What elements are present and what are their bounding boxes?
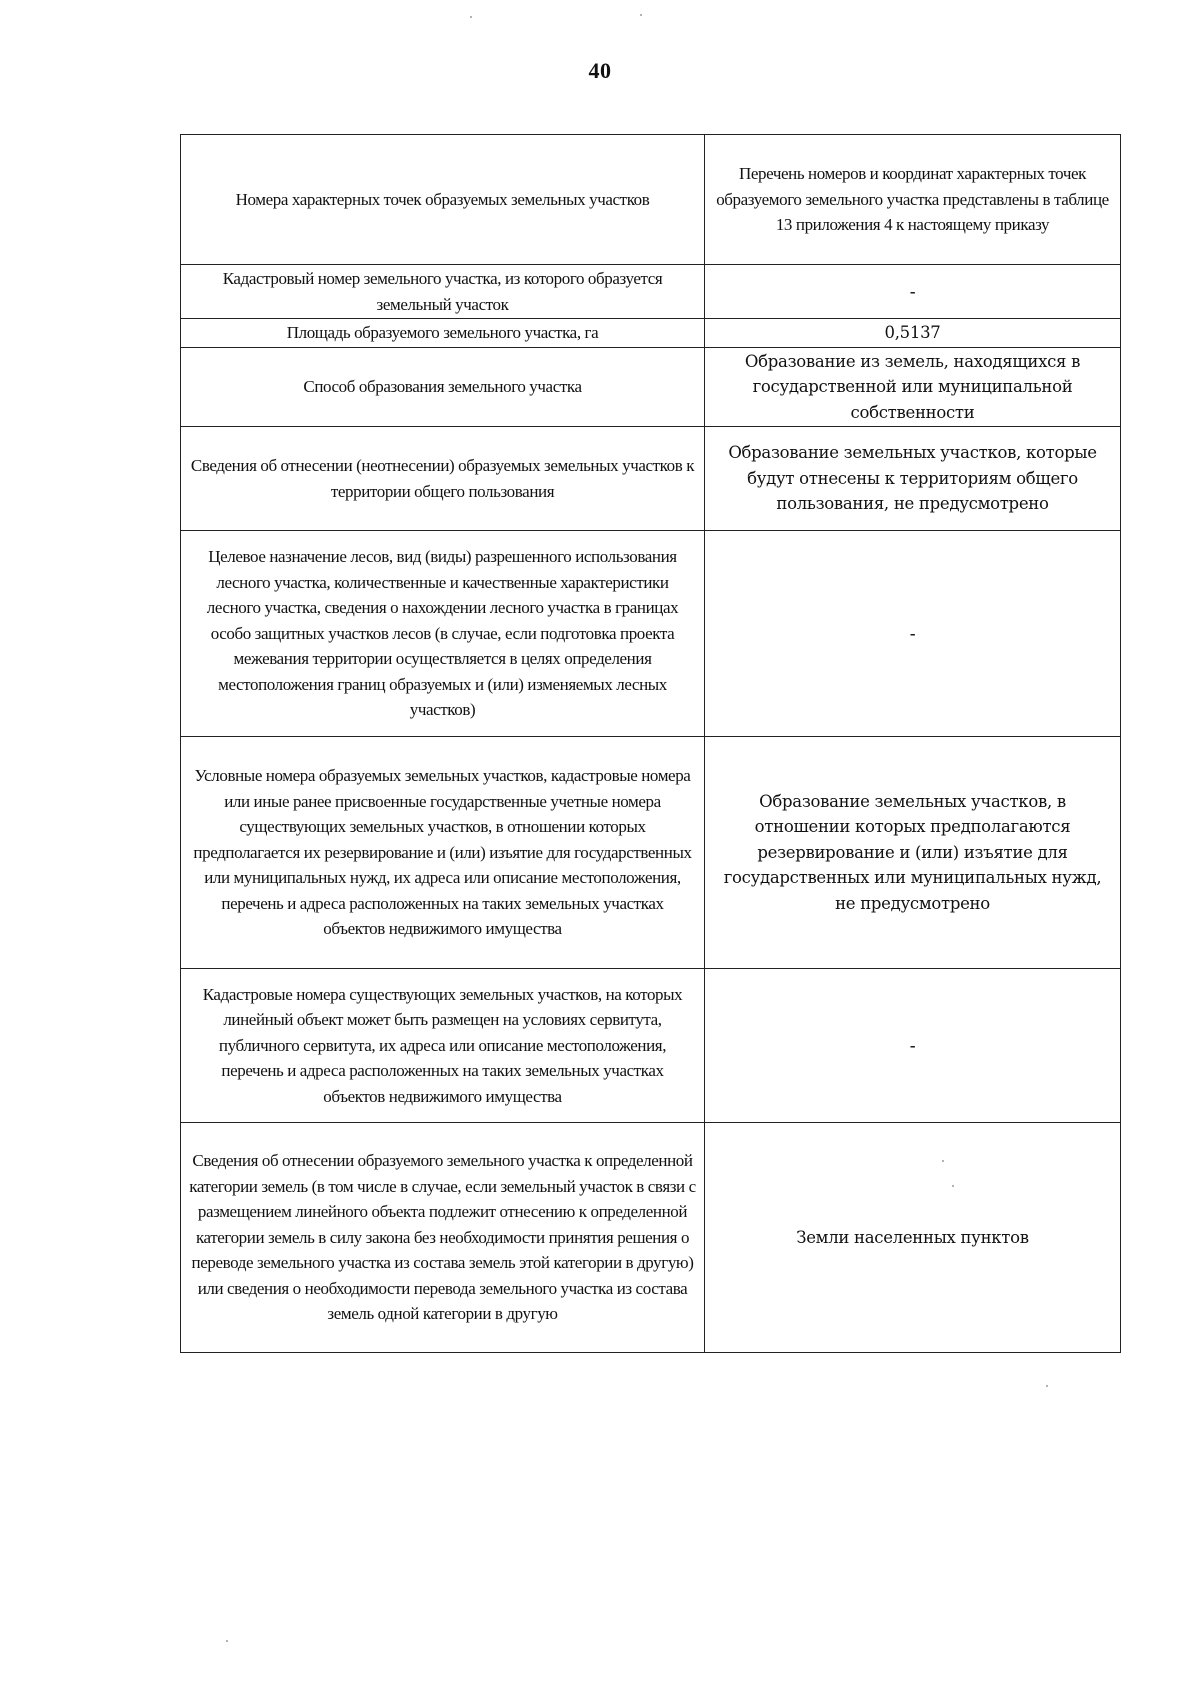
table-row <box>181 969 1121 1123</box>
row-label: Способ образования земельного участка <box>181 347 705 427</box>
row-label: Номера характерных точек образуемых земельных участков <box>181 135 705 265</box>
row-value: Образование из земель, находящихся в государственной или муниципальной собственности <box>705 347 1121 427</box>
row-value: - <box>705 969 1121 1123</box>
row-value: Образование земельных участков, которые будут отнесены к территориям общего пользования, не предусмотрено <box>705 427 1121 531</box>
table-row <box>181 265 1121 319</box>
scan-speck <box>952 1185 954 1187</box>
table-row <box>181 737 1121 969</box>
row-value: Земли населенных пунктов <box>705 1123 1121 1353</box>
table-row <box>181 319 1121 348</box>
row-label: Сведения об отнесении образуемого земельного участка к определенной категории земель (в том числе в случае, если земельный участок в связи с размещением линейного объекта подлежит отнесению к определенной категории земель в силу закона без необходимости принятия решения о переводе земельного участка из состава земель этой категории в другую) или сведения о необходимости перевода земельного участка из состава земель одной категории в другую <box>181 1123 705 1353</box>
table-row <box>181 135 1121 265</box>
table-row <box>181 531 1121 737</box>
row-label: Кадастровые номера существующих земельных участков, на которых линейный объект может быть размещен на условиях сервитута, публичного сервитута, их адреса или описание местоположения, перечень и адреса расположенных на таких земельных участках объектов недвижимого имущества <box>181 969 705 1123</box>
table-row <box>181 427 1121 531</box>
scan-speck <box>226 1640 228 1642</box>
scan-speck <box>640 14 642 16</box>
land-plot-info-table <box>180 134 1121 1353</box>
table-row <box>181 347 1121 427</box>
table-row <box>181 1123 1121 1353</box>
row-value: - <box>705 265 1121 319</box>
row-label: Кадастровый номер земельного участка, из которого образуется земельный участок <box>181 265 705 319</box>
row-value: - <box>705 531 1121 737</box>
scan-speck <box>942 1160 944 1162</box>
scan-speck <box>470 16 472 18</box>
page-number: 40 <box>588 58 612 83</box>
row-value: Образование земельных участков, в отношении которых предполагаются резервирование и (или) изъятие для государственных или муниципальных нужд, не предусмотрено <box>705 737 1121 969</box>
row-value: Перечень номеров и координат характерных точек образуемого земельного участка представлены в таблице 13 приложения 4 к настоящему приказу <box>705 135 1121 265</box>
row-value: 0,5137 <box>705 319 1121 348</box>
row-label: Сведения об отнесении (неотнесении) образуемых земельных участков к территории общего пользования <box>181 427 705 531</box>
scan-speck <box>1046 1385 1048 1387</box>
row-label: Площадь образуемого земельного участка, га <box>181 319 705 348</box>
row-label: Условные номера образуемых земельных участков, кадастровые номера или иные ранее присвоенные государственные учетные номера существующих земельных участков, в отношении которых предполагается их резервирование и (или) изъятие для государственных или муниципальных нужд, их адреса или описание местоположения, перечень и адреса расположенных на таких земельных участках объектов недвижимого имущества <box>181 737 705 969</box>
row-label: Целевое назначение лесов, вид (виды) разрешенного использования лесного участка, количественные и качественные характеристики лесного участка, сведения о нахождении лесного участка в границах особо защитных участков лесов (в случае, если подготовка проекта межевания территории осуществляется в целях определения местоположения границ образуемых и (или) изменяемых лесных участков) <box>181 531 705 737</box>
